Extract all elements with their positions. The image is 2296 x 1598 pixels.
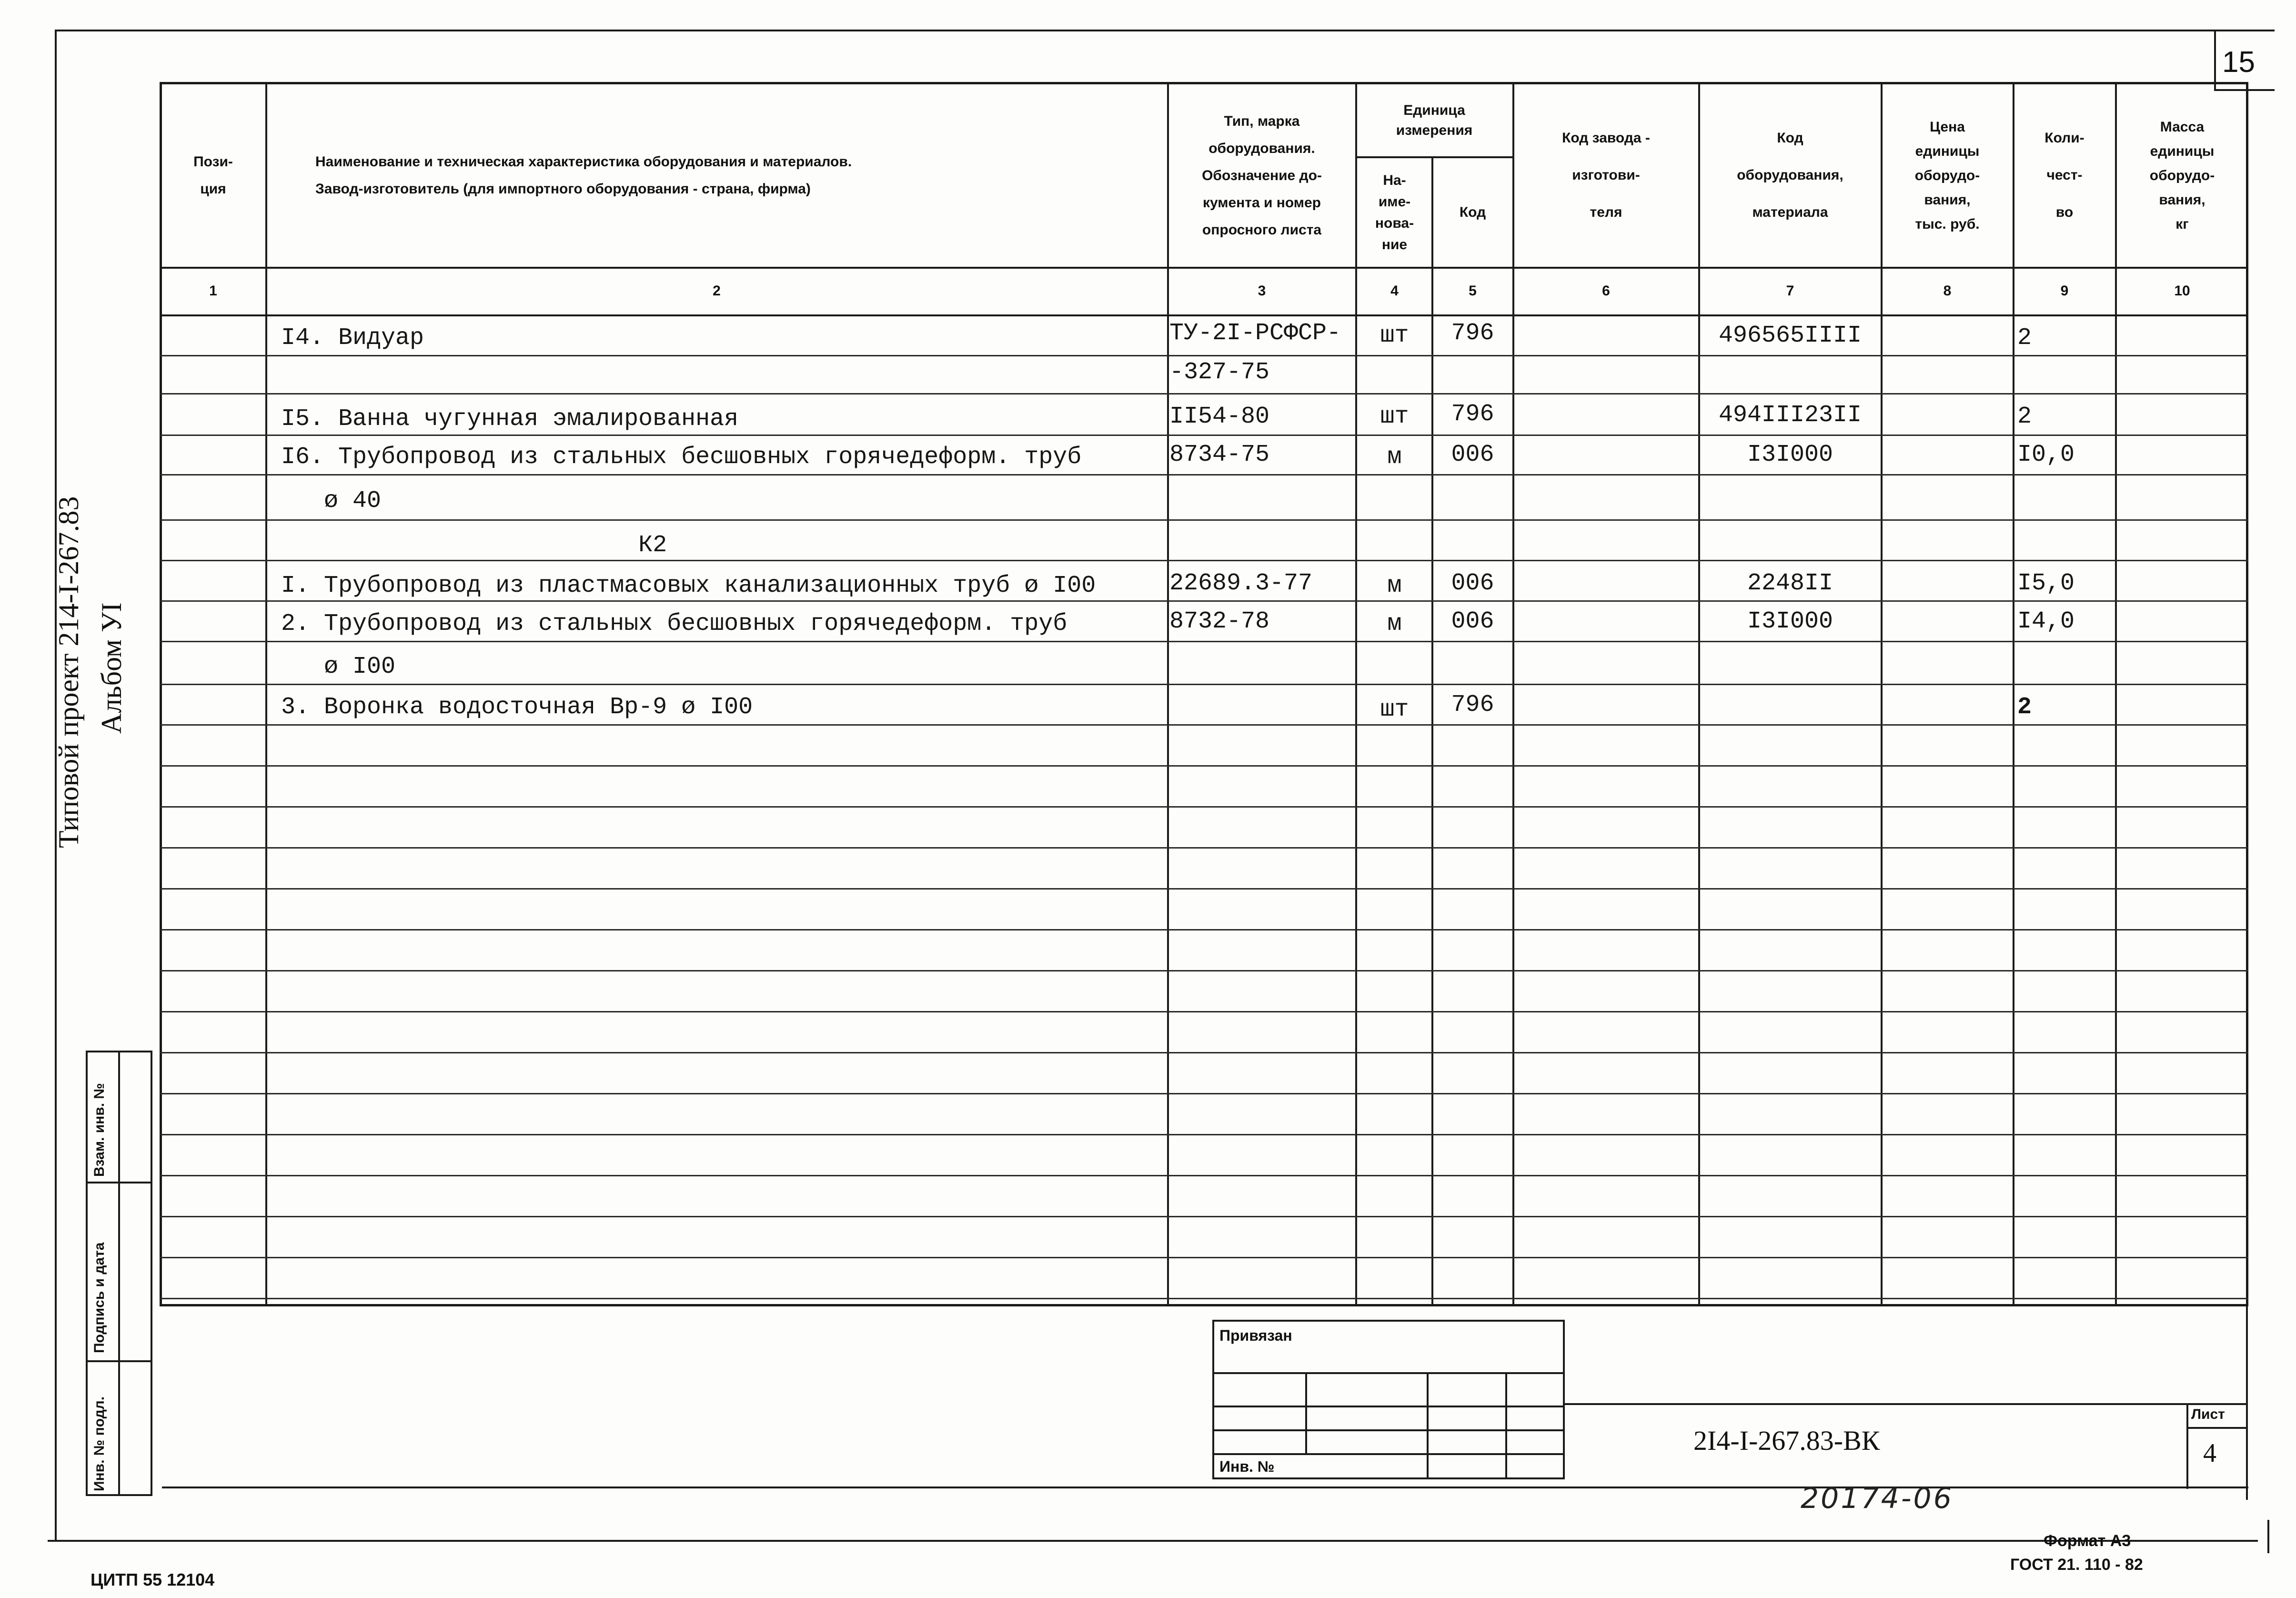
row-qty: 2 [2017, 403, 2032, 430]
row-rule [160, 724, 2248, 726]
row-rule [160, 1052, 2248, 1053]
row-code: 006 [1451, 441, 1494, 468]
row-rule [160, 1011, 2248, 1012]
row-doc: II54-80 [1169, 403, 1270, 430]
row-code: 796 [1451, 401, 1494, 428]
col-num-10: 10 [2174, 283, 2190, 299]
sheet-number: 4 [2203, 1438, 2216, 1468]
stamp-inv-podl: Инв. № подл. [91, 1396, 107, 1491]
row-name: I5. Ванна чугунная эмалированная [281, 405, 739, 433]
printer-label: ЦИТП 55 12104 [91, 1570, 215, 1589]
col-header-2: Наименование и техническая характеристика оборудования и материалов. Завод-изготовитель (для импортного оборудования - страна, фирма) [315, 154, 852, 197]
stamp-podpis-data: Подпись и дата [91, 1242, 107, 1353]
row-section-k2: К2 [281, 532, 667, 559]
row-equip: 496565IIII [1718, 322, 1862, 349]
row-qty: I5,0 [2017, 570, 2075, 597]
row-name: ø 40 [281, 487, 382, 515]
row-rule [160, 888, 2248, 890]
row-unit: м [1387, 610, 1402, 637]
row-rule [160, 393, 2248, 394]
row-equip: I3I000 [1747, 608, 1833, 635]
col-header-7: Код оборудования, материала [1737, 130, 1843, 220]
col-header-10: Масса единицы оборудо- вания, кг [2149, 119, 2215, 232]
col-num-1: 1 [209, 283, 217, 299]
row-rule [160, 970, 2248, 971]
col-num-6: 6 [1602, 283, 1610, 299]
row-code: 796 [1451, 691, 1494, 718]
row-qty: I4,0 [2017, 608, 2075, 635]
row-code: 006 [1451, 608, 1494, 635]
privyazan-label: Привязан [1219, 1327, 1292, 1344]
row-unit: шт [1380, 322, 1409, 349]
row-equip: I3I000 [1747, 441, 1833, 468]
row-name: I. Трубопровод из пластмасовых канализационных труб ø I00 [281, 572, 1096, 599]
row-name: ø I00 [281, 653, 396, 680]
row-rule [160, 1257, 2248, 1258]
row-rule [160, 641, 2248, 642]
row-name: I6. Трубопровод из стальных бесшовных горячедеформ. труб [281, 444, 1082, 471]
col-header-5: Код [1459, 204, 1486, 220]
format-label: Формат А3 [2044, 1532, 2131, 1550]
row-rule [160, 435, 2248, 436]
row-rule [160, 1216, 2248, 1217]
inv-no-label: Инв. № [1219, 1458, 1275, 1475]
col-header-1: Пози- ция [193, 154, 233, 197]
page-number: 15 [2222, 46, 2255, 79]
row-doc: -327-75 [1169, 359, 1270, 386]
stamp-vzam-inv: Взам. инв. № [91, 1083, 107, 1177]
col-num-3: 3 [1258, 283, 1266, 299]
col-num-8: 8 [1943, 283, 1952, 299]
row-rule [160, 1175, 2248, 1176]
row-unit: шт [1380, 403, 1409, 430]
row-name: 3. Воронка водосточная Вр-9 ø I00 [281, 694, 753, 721]
row-rule [160, 806, 2248, 808]
frame-right-stub [2267, 1520, 2269, 1553]
col-num-5: 5 [1469, 283, 1477, 299]
gost-label: ГОСТ 21. 110 - 82 [2010, 1556, 2143, 1574]
row-name: I4. Видуар [281, 324, 424, 352]
row-qty: I0,0 [2017, 441, 2075, 468]
frame-top [55, 30, 2275, 31]
row-equip: 494III23II [1718, 402, 1862, 429]
row-unit: м [1387, 572, 1402, 599]
col-header-4: На- име- нова- ние [1375, 172, 1414, 253]
row-qty: 2 [2017, 324, 2032, 352]
col-header-9: Коли- чест- во [2044, 130, 2085, 220]
row-rule [160, 1298, 2248, 1299]
side-project-title: Типовой проект 214-I-267.83 [53, 496, 84, 848]
row-rule [160, 765, 2248, 767]
row-doc: 8732-78 [1169, 608, 1270, 635]
row-rule [160, 847, 2248, 849]
row-doc: ТУ-2I-РСФСР- [1169, 320, 1341, 347]
row-qty: 2 [2017, 694, 2032, 721]
col-num-7: 7 [1786, 283, 1794, 299]
col-header-3: Тип, марка оборудования. Обозначение до- кумента и номер опросного листа [1202, 113, 1322, 238]
row-rule [160, 519, 2248, 521]
row-name: 2. Трубопровод из стальных бесшовных горячедеформ. труб [281, 610, 1067, 637]
handwritten-number: 20174-06 [1801, 1482, 1954, 1515]
row-doc: 22689.3-77 [1169, 570, 1313, 597]
row-rule [160, 355, 2248, 356]
document-designation: 2I4-I-267.83-ВК [1693, 1425, 1880, 1456]
row-rule [160, 1093, 2248, 1094]
frame-bottom [48, 1540, 2258, 1542]
row-rule [160, 474, 2248, 475]
row-unit: м [1387, 444, 1402, 471]
row-rule [160, 1134, 2248, 1135]
row-rule [160, 560, 2248, 561]
col-header-8: Цена единицы оборудо- вания, тыс. руб. [1914, 119, 1980, 232]
side-album: Альбом УI [96, 602, 127, 734]
sheet-label: Лист [2191, 1406, 2225, 1422]
row-equip: 2248II [1747, 570, 1833, 597]
row-code: 006 [1451, 570, 1494, 597]
row-code: 796 [1451, 320, 1494, 347]
col-header-unit-group: Единица измерения [1396, 102, 1473, 138]
col-header-6: Код завода - изготови- теля [1562, 130, 1650, 220]
row-rule [160, 684, 2248, 685]
row-unit: шт [1380, 696, 1409, 723]
row-doc: 8734-75 [1169, 441, 1270, 468]
col-num-9: 9 [2060, 283, 2069, 299]
col-num-4: 4 [1390, 283, 1399, 299]
row-rule [160, 929, 2248, 930]
col-num-2: 2 [713, 283, 721, 299]
row-rule [160, 600, 2248, 602]
